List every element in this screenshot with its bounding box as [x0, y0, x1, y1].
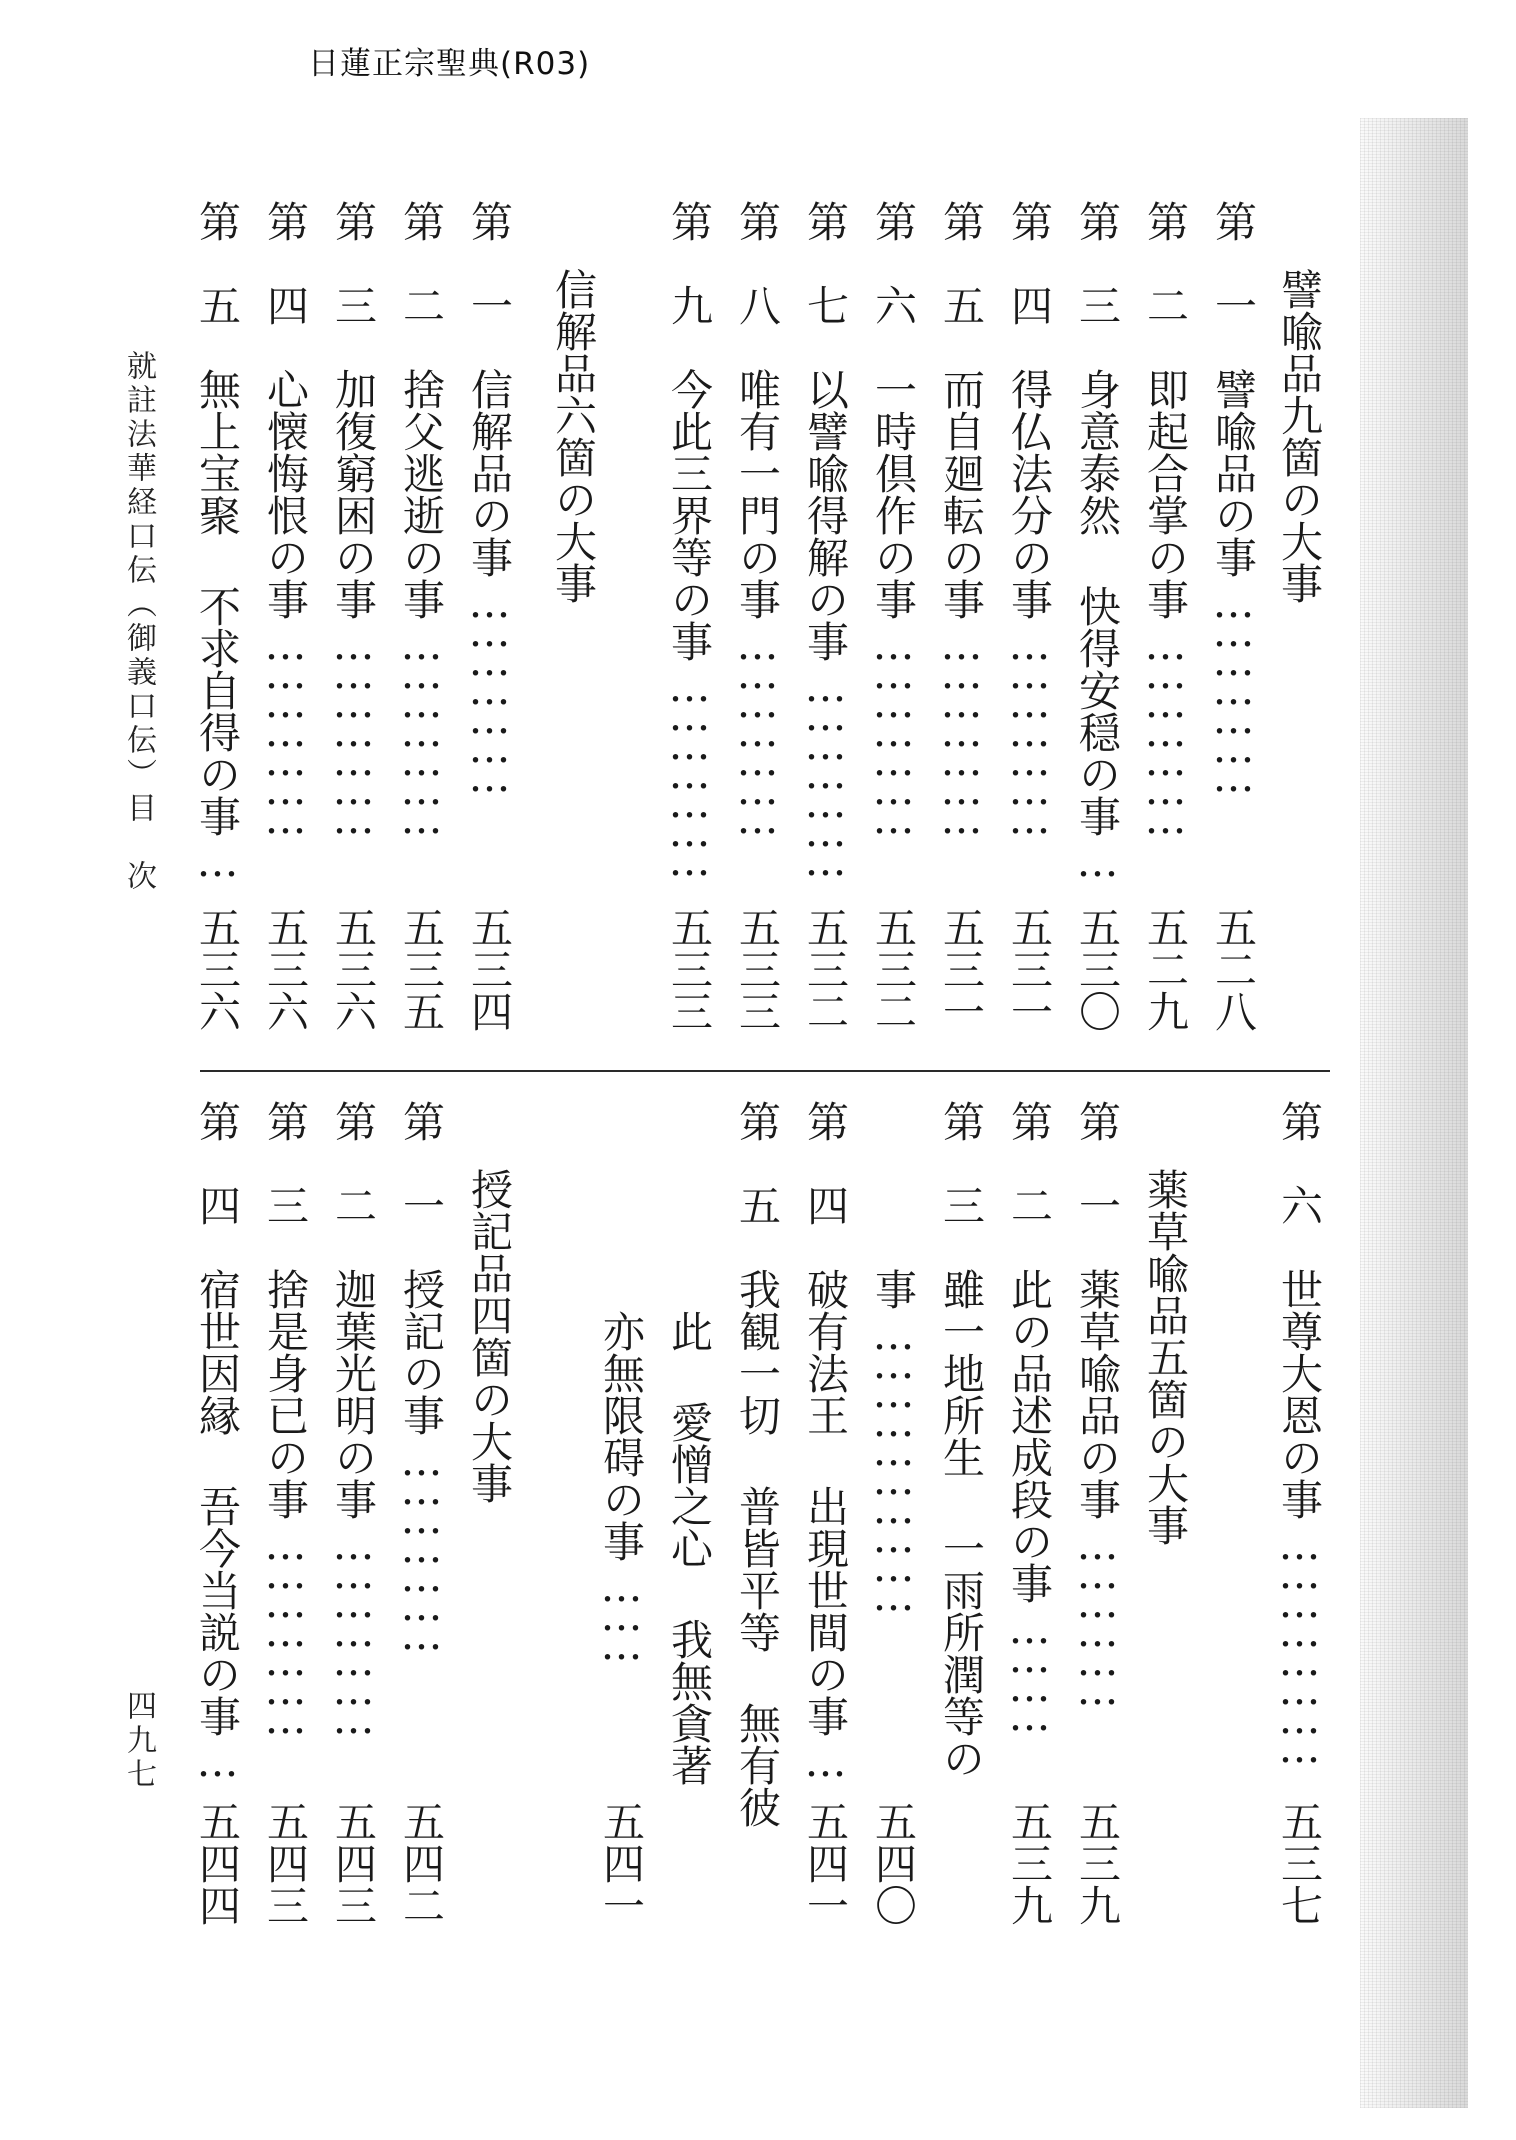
section-divider-rule [200, 1070, 1330, 1072]
page-number-hiyu-2: 五二九 [1141, 906, 1190, 1032]
toc-entry-yakuso-5-cont2: 亦無限碍の事……… [597, 1100, 646, 1649]
toc-entry-juki-1: 第 一 授記の事………………… [397, 1100, 446, 1639]
toc-entry-hiyu-6: 第 六 一時倶作の事………………… [869, 200, 918, 823]
scan-edge-shading [1360, 118, 1468, 2108]
page-number-hiyu-7: 五三二 [801, 906, 850, 1032]
page-number-yakuso-1: 五三九 [1073, 1800, 1122, 1926]
page-number-shinge-5: 五三六 [193, 906, 242, 1032]
page-number-yakuso-2: 五三九 [1005, 1800, 1054, 1926]
toc-entry-juki-4: 第 四 宿世因縁 吾今当説の事… [193, 1100, 242, 1766]
folio-page-number: 四九七 [121, 1690, 156, 1792]
toc-entry-shinge-3: 第 三 加復窮困の事………………… [329, 200, 378, 823]
page-number-hiyu-4: 五三一 [1005, 906, 1054, 1032]
toc-entry-yakuso-1: 第 一 薬草喩品の事……………… [1073, 1100, 1122, 1694]
page-header: 日蓮正宗聖典(R03) [308, 46, 591, 82]
toc-entry-hiyu-4: 第 四 得仏法分の事………………… [1005, 200, 1054, 823]
toc-entry-shinge-5: 第 五 無上宝聚 不求自得の事… [193, 200, 242, 866]
toc-entry-juki-2: 第 二 迦葉光明の事………………… [329, 1100, 378, 1723]
page-number-juki-4: 五四四 [193, 1800, 242, 1926]
toc-entry-hiyu-3: 第 三 身意泰然 快得安穏の事… [1073, 200, 1122, 866]
page-number-hiyu-3: 五三〇 [1073, 906, 1122, 1032]
toc-entry-shinge-1: 第 一 信解品の事………………… [465, 200, 514, 781]
toc-entry-juki-3: 第 三 捨是身已の事………………… [261, 1100, 310, 1723]
page-number-shinge-2: 五三五 [397, 906, 446, 1032]
toc-entry-yakuso-5: 第 五 我観一切 普皆平等 無有彼 [733, 1100, 782, 1828]
toc-entry-hiyu-9: 第 九 今此三界等の事………………… [665, 200, 714, 865]
page-number-juki-1: 五四二 [397, 1800, 446, 1926]
heading-juki: 授記品四箇の大事 [465, 1168, 514, 1504]
toc-entry-yakuso-4: 第 四 破有法王 出現世間の事… [801, 1100, 850, 1766]
page-number-juki-2: 五四三 [329, 1800, 378, 1926]
toc-entry-yakuso-2: 第 二 此の品述成段の事………… [1005, 1100, 1054, 1720]
page-number-shinge-4: 五三六 [261, 906, 310, 1032]
toc-entry-hiyu-8: 第 八 唯有一門の事………………… [733, 200, 782, 823]
toc-entry-yakuso-3: 第 三 雖一地所生 一雨所潤等の [937, 1100, 986, 1779]
toc-entry-hiyu-6-cont: 第 六 世尊大恩の事…………………… [1275, 1100, 1324, 1752]
page-number-yakuso-5: 五四一 [597, 1800, 646, 1926]
page-number-yakuso-3: 五四〇 [869, 1800, 918, 1926]
running-book-title: 就註法華経口伝（御義口伝）目 次 [121, 350, 156, 894]
page-number-shinge-3: 五三六 [329, 906, 378, 1032]
page-number-hiyu-8: 五三三 [733, 906, 782, 1032]
page-number-yakuso-4: 五四一 [801, 1800, 850, 1926]
toc-entry-hiyu-7: 第 七 以譬喩得解の事………………… [801, 200, 850, 865]
heading-shinge: 信解品六箇の大事 [549, 268, 598, 604]
page-number-hiyu-9: 五三三 [665, 906, 714, 1032]
toc-entry-yakuso-5-cont1: 此 愛憎之心 我無貪著 [665, 1100, 714, 1786]
heading-yakuso: 薬草喩品五箇の大事 [1141, 1168, 1190, 1546]
toc-entry-hiyu-5: 第 五 而自廻転の事………………… [937, 200, 986, 823]
toc-entry-hiyu-2: 第 二 即起合掌の事………………… [1141, 200, 1190, 823]
toc-entry-shinge-2: 第 二 捨父逃逝の事………………… [397, 200, 446, 823]
toc-entry-yakuso-3-cont: 事………………………… [869, 1100, 918, 1600]
page-number-hiyu-1: 五二八 [1209, 906, 1258, 1032]
heading-hiyu: 譬喩品九箇の大事 [1275, 268, 1324, 604]
toc-entry-shinge-4: 第 四 心懐悔恨の事………………… [261, 200, 310, 823]
page-number-hiyu-6: 五三二 [869, 906, 918, 1032]
toc-entry-hiyu-1: 第 一 譬喩品の事………………… [1209, 200, 1258, 781]
page-number-shinge-1: 五三四 [465, 906, 514, 1032]
page-number-hiyu-5: 五三一 [937, 906, 986, 1032]
page-number-hiyu-6-cont: 五三七 [1275, 1800, 1324, 1926]
page-number-juki-3: 五四三 [261, 1800, 310, 1926]
